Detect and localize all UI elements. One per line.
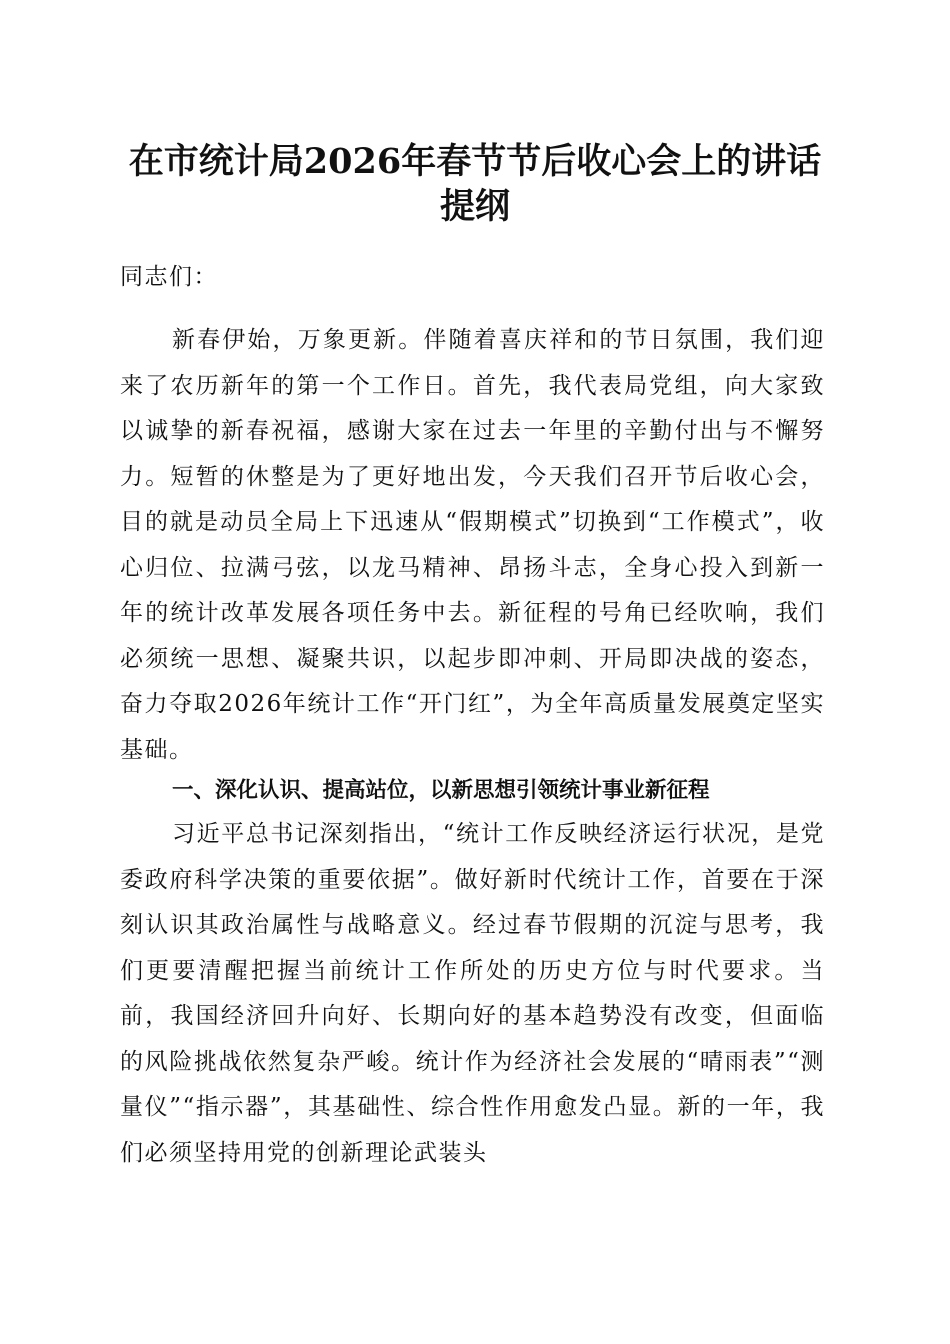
- salutation: 同志们：: [120, 264, 218, 290]
- paragraph-section-1: 习近平总书记深刻指出，“统计工作反映经济运行状况，是党委政府科学决策的重要依据”。做好新时代统计工作，首要在于深刻认识其政治属性与战略意义。经过春节假期的沉淀与思考，我们更要清醒把握当前统计工作所处的历史方位与时代要求。当前，我国经济回升向好、长期向好的基本趋势没有改变，但面临的风险挑战依然复杂严峻。统计作为经济社会发展的“晴雨表”“测量仪”“指示器”，其基础性、综合性作用愈发凸显。新的一年，我们必须坚持用党的创新理论武装头: [120, 821, 825, 1166]
- section-heading-1: 一、深化认识、提高站位，以新思想引领统计事业新征程: [172, 778, 710, 803]
- document-title-line-2: 提纲: [439, 186, 510, 227]
- paragraph-opening: 新春伊始，万象更新。伴随着喜庆祥和的节日氛围，我们迎来了农历新年的第一个工作日。首先，我代表局党组，向大家致以诚挚的新春祝福，感谢大家在过去一年里的辛勤付出与不懈努力。短暂的休整是为了更好地出发，今天我们召开节后收心会，目的就是动员全局上下迅速从“假期模式”切换到“工作模式”，收心归位、拉满弓弦，以龙马精神、昂扬斗志，全身心投入到新一年的统计改革发展各项任务中去。新征程的号角已经吹响，我们必须统一思想、凝聚共识，以起步即冲刺、开局即决战的姿态，奋力夺取2026年统计工作“开门红”，为全年高质量发展奠定坚实基础。: [120, 327, 825, 763]
- document-title-line-1: 在市统计局2026年春节节后收心会上的讲话: [128, 141, 822, 182]
